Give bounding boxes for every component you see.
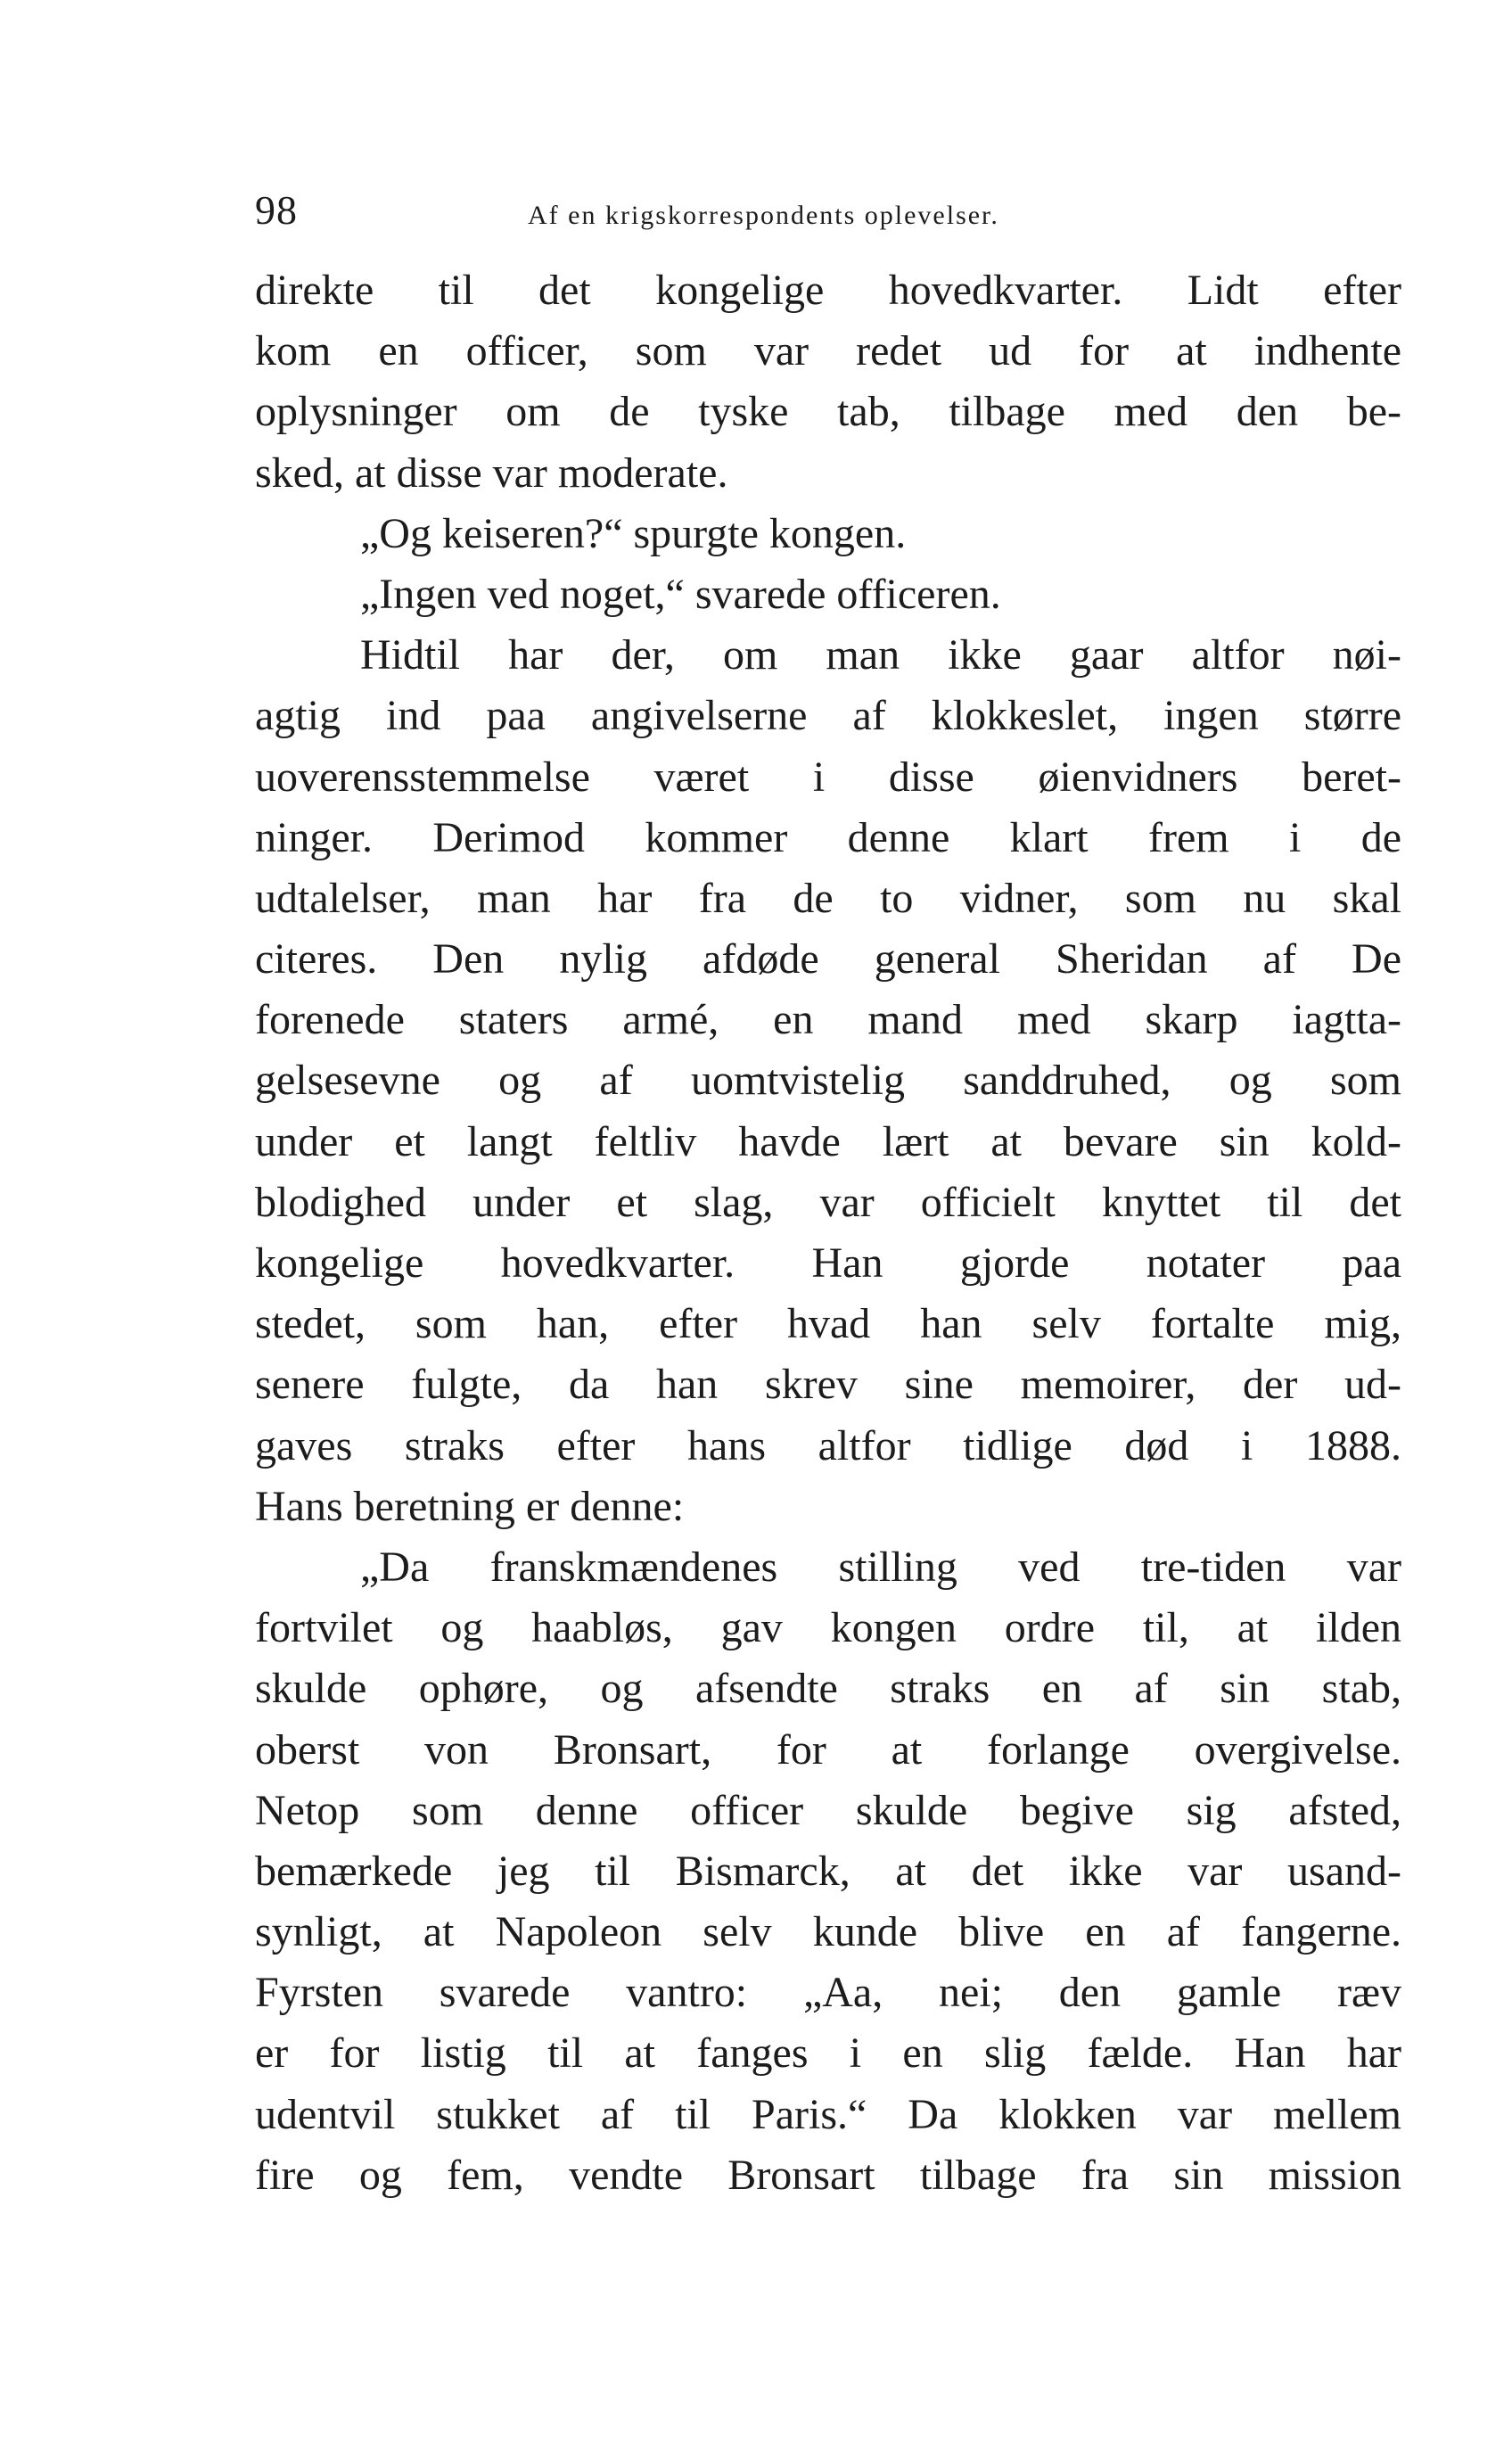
text-line: udtalelser, man har fra de to vidner, som nu skal — [255, 874, 1401, 922]
text-line: Hidtil har der, om man ikke gaar altfor nøi- — [360, 631, 1401, 679]
text-line: er for listig til at fanges i en slig fælde. Han har — [255, 2029, 1401, 2078]
text-line: skulde ophøre, og afsendte straks en af sin stab, — [255, 1665, 1401, 1713]
text-line: fire og fem, vendte Bronsart tilbage fra sin mission — [255, 2151, 1401, 2199]
running-title: Af en krigskorrespondents oplevelser. — [528, 201, 999, 230]
text-line: oberst von Bronsart, for at forlange overgivelse. — [255, 1725, 1401, 1774]
text-line: under et langt feltliv havde lært at bevare sin kold- — [255, 1117, 1401, 1165]
text-line: forenede staters armé, en mand med skarp iagtta- — [255, 996, 1401, 1044]
page-header — [255, 178, 1401, 243]
text-line: senere fulgte, da han skrev sine memoirer, der ud- — [255, 1361, 1401, 1409]
body-text — [255, 260, 1401, 2206]
text-line: stedet, som han, efter hvad han selv fortalte mig, — [255, 1300, 1401, 1348]
text-line: „Ingen ved noget,“ svarede officeren. — [360, 570, 1001, 618]
text-line: Fyrsten svarede vantro: „Aa, nei; den gamle ræv — [255, 1969, 1401, 2017]
text-line: Netop som denne officer skulde begive sig afsted, — [255, 1786, 1401, 1834]
text-line: sked, at disse var moderate. — [255, 449, 728, 497]
text-line: gaves straks efter hans altfor tidlige død i 1888. — [255, 1421, 1401, 1469]
text-line: blodighed under et slag, var officielt knyttet til det — [255, 1178, 1401, 1226]
page-number: 98 — [255, 187, 298, 233]
text-line: „Og keiseren?“ spurgte kongen. — [360, 509, 907, 557]
text-line: udentvil stukket af til Paris.“ Da klokken var mellem — [255, 2090, 1401, 2138]
text-line: fortvilet og haabløs, gav kongen ordre til, at ilden — [255, 1604, 1401, 1652]
text-line: kom en officer, som var redet ud for at indhente — [255, 327, 1401, 375]
text-line: oplysninger om de tyske tab, tilbage med den be- — [255, 388, 1401, 436]
text-line: kongelige hovedkvarter. Han gjorde notater paa — [255, 1239, 1401, 1287]
text-line: citeres. Den nylig afdøde general Sheridan af De — [255, 935, 1401, 984]
text-line: synligt, at Napoleon selv kunde blive en af fangerne. — [255, 1908, 1401, 1956]
text-line: bemærkede jeg til Bismarck, at det ikke var usand- — [255, 1847, 1401, 1895]
text-line: „Da franskmændenes stilling ved tre-tiden var — [360, 1543, 1401, 1591]
text-line: agtig ind paa angivelserne af klokkeslet, ingen større — [255, 692, 1401, 740]
text-line: uoverensstemmelse været i disse øienvidners beret- — [255, 753, 1401, 801]
text-line: gelsesevne og af uomtvistelig sanddruhed, og som — [255, 1057, 1401, 1105]
text-line: Hans beretning er denne: — [255, 1482, 685, 1530]
text-line: direkte til det kongelige hovedkvarter. Lidt efter — [255, 267, 1401, 314]
text-line: ninger. Derimod kommer denne klart frem i de — [255, 813, 1401, 861]
